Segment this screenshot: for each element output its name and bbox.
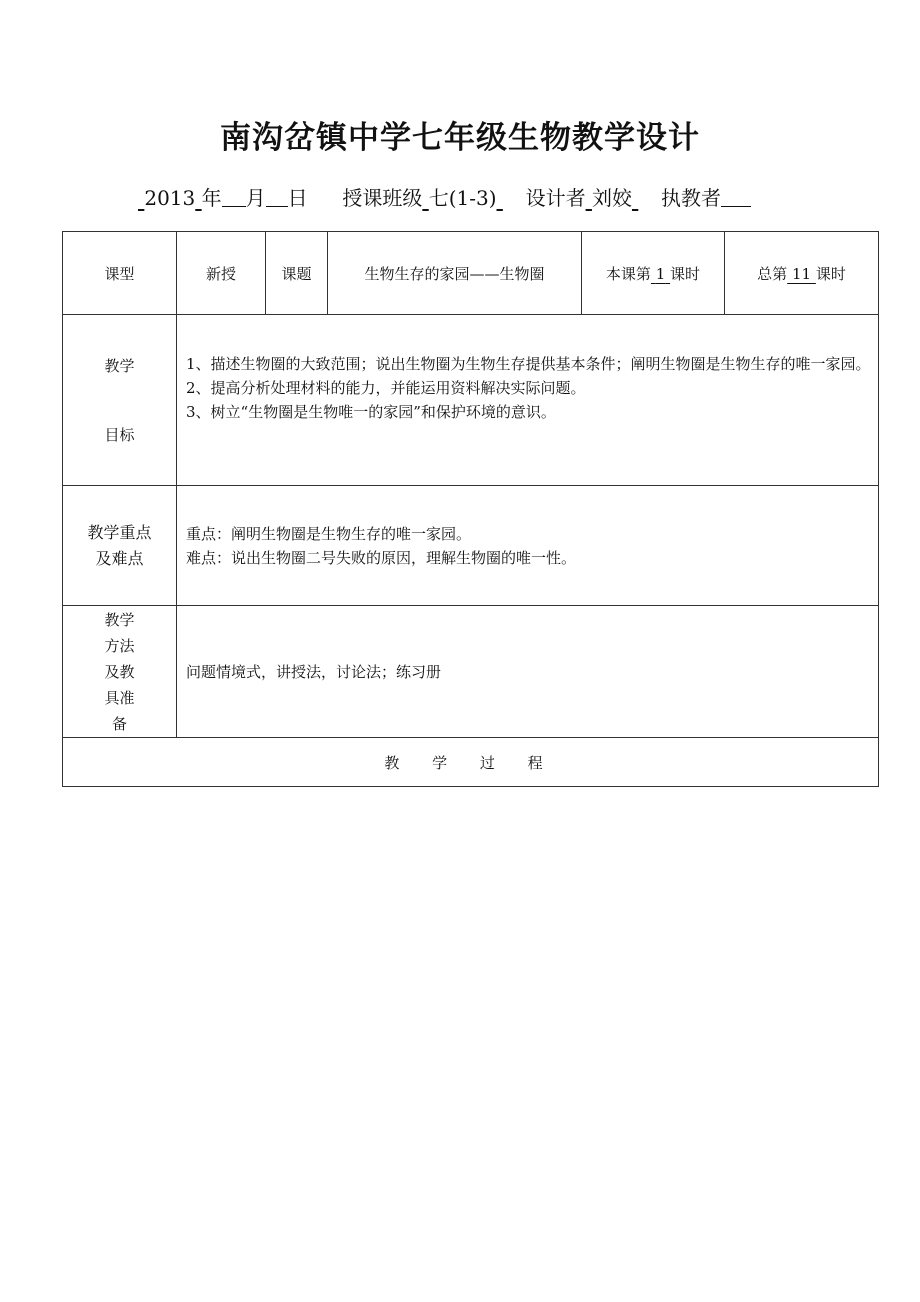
table-row-process <box>63 738 879 787</box>
objectives-content <box>177 315 879 486</box>
methods-label: 教学 方法 及教 具准 备 <box>63 606 177 738</box>
table-row-methods <box>63 606 879 738</box>
year-value: 2013 <box>144 186 196 210</box>
table-row-lesson-type <box>63 232 879 315</box>
topic-value: 生物生存的家园——生物圈 <box>328 232 582 315</box>
process-title: 教 学 过 程 <box>63 738 879 787</box>
designer-label: 设计者 <box>525 186 586 210</box>
lesson-period: 本课第 1 课时 <box>582 232 725 315</box>
key-difficulty: 难点：说出生物圈二号失败的原因，理解生物圈的唯一性。 <box>186 548 577 567</box>
objective-item: 1、描述生物圈的大致范围；说出生物圈为生物生存提供基本条件；阐明生物圈是生物生存的唯一家园。 <box>186 355 871 373</box>
year-suffix: 年 <box>201 186 222 210</box>
topic-label: 课题 <box>266 232 328 315</box>
day-blank <box>266 188 288 207</box>
table-row-objectives <box>63 315 879 486</box>
key-points-content <box>177 486 879 606</box>
lesson-info-line <box>138 182 838 211</box>
class-value: 七(1-3) <box>428 186 497 210</box>
month-suffix: 月 <box>245 186 266 210</box>
teacher-blank <box>721 188 751 207</box>
total-period: 总第 11 课时 <box>725 232 879 315</box>
objectives-label: 教学 目标 <box>63 315 177 486</box>
teacher-label: 执教者 <box>661 186 722 210</box>
lesson-type-label: 课型 <box>63 232 177 315</box>
objective-item: 2、提高分析处理材料的能力，并能运用资料解决实际问题。 <box>186 379 586 397</box>
document-title: 南沟岔镇中学七年级生物教学设计 <box>220 120 700 156</box>
objective-item: 3、树立“生物圈是生物唯一的家园”和保护环境的意识。 <box>186 403 556 421</box>
key-points-label: 教学重点 及难点 <box>63 486 177 606</box>
lesson-type-value: 新授 <box>177 232 266 315</box>
month-blank <box>222 188 246 207</box>
lesson-plan-table <box>62 231 879 787</box>
key-focus: 重点：阐明生物圈是生物生存的唯一家园。 <box>186 524 472 543</box>
methods-content: 问题情境式，讲授法，讨论法；练习册 <box>177 606 879 738</box>
table-row-key-points <box>63 486 879 606</box>
designer-value: 刘姣 <box>591 186 632 210</box>
class-label: 授课班级 <box>342 186 423 210</box>
day-suffix: 日 <box>287 186 308 210</box>
